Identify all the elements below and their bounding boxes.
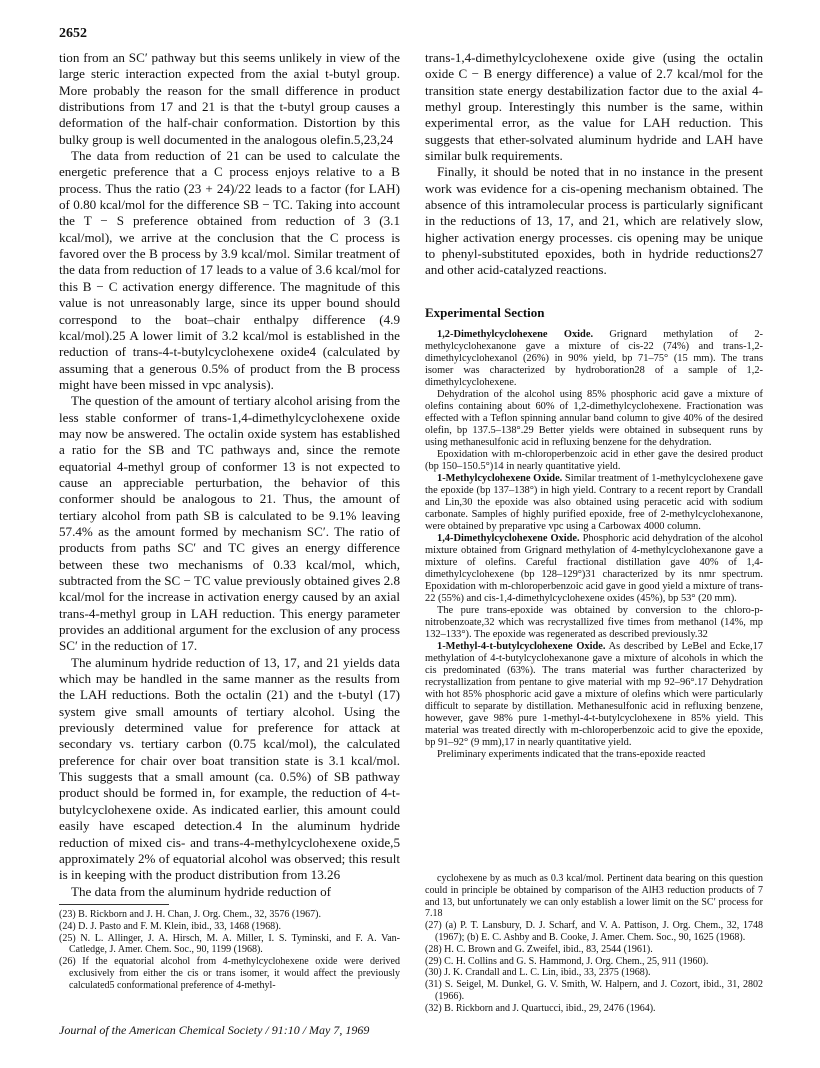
left-paragraph-5: The data from the aluminum hydride reduction of — [71, 883, 331, 899]
footnote-23: (23) B. Rickborn and J. H. Chan, J. Org. Chem., 32, 3576 (1967). — [59, 909, 322, 920]
left-body — [59, 50, 400, 900]
exp-text: Epoxidation with m-chloroperbenzoic acid in ether gave the desired product (bp 150–150.5°)14 in nearly quantitative yield. — [425, 448, 763, 472]
exp-paragraph — [425, 533, 763, 605]
exp-text: Grignard methylation of 2-methylcyclohexanone gave a mixture of cis-22 (74%) and trans-1,2-dimethylcyclohexanol (26%) in 90% yield, bp 71–75° (15 mm). The trans isomer was characterized by hydroboration28 of a sample of 1,2-dimethylcyclohexene. — [425, 328, 763, 388]
footnote-26-continued: cyclohexene by as much as 0.3 kcal/mol. Pertinent data bearing on this question could in principle be obtained by comparison of the AlH3 reduction products of 7 and 13, but unfortunately we can only establish a lower limit on the SC′ process for 7.18 — [425, 873, 763, 920]
journal-footer: Journal of the American Chemical Society / 91:10 / May 7, 1969 — [59, 1023, 370, 1037]
page-number: 2652 — [59, 26, 87, 41]
exp-paragraph — [425, 605, 763, 641]
exp-text: As described by LeBel and Ecke,17 methylation of 4-t-butylcyclohexanone gave a mixture of alcohols in which the cis predominated (63%). The trans material was further characterized by recrystallization from pentane to give material with mp 92–96°.17 Dehydration with hot 85% phosphoric acid gave a mixture of olefins which were particularly difficult to separate by distillation. Methanesulfonic acid in refluxing benzene, however, gave 98% pure 1-methyl-4-t-butylcyclohexene in 85% yield. This material was treated directly with m-chloroperbenzoic acid to give the epoxide, bp 91–92° (9 mm),17 in nearly quantitative yield. — [425, 640, 763, 748]
exp-paragraph — [425, 473, 763, 533]
right-paragraph-1: trans-1,4-dimethylcyclohexene oxide give (using the octalin oxide C − B energy difference) a value of 2.7 kcal/mol for the transition state energy destabilization factor due to the axial 4-methyl group. Interestingly this number is the same, within experimental error, as the value for LAH reduction. This suggests that ether-solvated aluminum hydride and LAH have similar bulk requirements. — [425, 50, 763, 164]
footnotes-right — [425, 862, 763, 1015]
footnote-30: (30) J. K. Crandall and L. C. Lin, ibid., 33, 2375 (1968). — [425, 967, 651, 979]
footnote-26: (26) If the equatorial alcohol from 4-methylcyclohexene oxide were derived exclusively from either the cis or trans isomer, it would affect the previously calculated5 conformational preference of 4-methyl- — [59, 956, 400, 991]
left-column — [59, 50, 400, 900]
left-paragraph-4: The aluminum hydride reduction of 13, 17, and 21 yields data which may be handled in the same manner as the results from the LAH reductions. Both the octalin (21) and the t-butyl (17) system give small amounts of tertiary alcohol. Using the previously determined value for preference for attack at secondary vs. tertiary carbon (0.75 kcal/mol), the calculated preference for chair over boat transition state is 3.1 kcal/mol. This suggests that a small amount (ca. 0.5%) of SB pathway product should be formed in, for example, the reduction of 4-t-butylcyclohexene oxide. As indicated earlier, this amount could easily have escaped detection.4 In the aluminum hydride reduction of mixed cis- and trans-4-methylcyclohexene oxide,5 approximately 2% of equatorial alcohol was observed; this result is in keeping with the product distribution from 13.26 — [59, 654, 400, 883]
exp-text: Similar treatment of 1-methylcyclohexene gave the epoxide (bp 137–138°) in high yield. Contrary to a recent report by Crandall and Lin,30 the epoxide was also obtained using peracetic acid with sodium carbonate. Samples of highly purified epoxide, free of 2-methylcyclohexanone, were obtained by preparative vpc using a Carbowax 4000 column. — [425, 472, 763, 532]
exp-paragraph — [425, 749, 763, 761]
right-column — [425, 50, 763, 761]
exp-text: Preliminary experiments indicated that the trans-epoxide reacted — [437, 748, 706, 760]
exp-paragraph — [425, 329, 763, 389]
footnotes-left — [59, 898, 400, 992]
exp-paragraph — [425, 389, 763, 449]
footnote-27: (27) (a) P. T. Lansbury, D. J. Scharf, and V. A. Pattison, J. Org. Chem., 32, 1748 (1967); (b) E. C. Ashby and B. Cooke, J. Amer. Chem. Soc., 90, 1625 (1968). — [425, 920, 763, 943]
exp-paragraph — [425, 641, 763, 749]
footnote-rule — [59, 904, 169, 905]
footnote-31: (31) S. Seigel, M. Dunkel, G. V. Smith, W. Halpern, and J. Cozort, ibid., 31, 2802 (1966). — [425, 979, 763, 1002]
section-heading: Experimental Section — [425, 304, 545, 320]
footnote-25: (25) N. L. Allinger, J. A. Hirsch, M. A. Miller, I. S. Tyminski, and F. A. Van-Catledge, J. Amer. Chem. Soc., 90, 1199 (1968). — [59, 932, 400, 956]
footnote-32: (32) B. Rickborn and J. Quartucci, ibid., 29, 2476 (1964). — [425, 1002, 656, 1014]
exp-subhead: 1-Methyl-4-t-butylcyclohexene Oxide. — [437, 640, 606, 652]
right-body — [425, 50, 763, 279]
footnote-24: (24) D. J. Pasto and F. M. Klein, ibid., 33, 1468 (1968). — [59, 920, 281, 932]
exp-text: Phosphoric acid dehydration of the alcohol mixture obtained from Grignard methylation of 4-methylcyclohexanone gave a mixture of olefins. Careful fractional distillation gave 40% of 1,4-dimethylcyclohexene (bp 128–129°)31 characterized by its nmr spectrum. Epoxidation with m-chloroperbenzoic acid gave in good yield a mixture of trans-22 (55%) and cis-1,4-dimethylcyclohexene oxides (45%), bp 53° (20 mm). — [425, 532, 763, 604]
exp-subhead: 1,4-Dimethylcyclohexene Oxide. — [437, 532, 580, 544]
left-paragraph-1: tion from an SC′ pathway but this seems unlikely in view of the large steric interaction expected from the axial t-butyl group. More probably the reason for the small difference in product distributions from 17 and 21 is that the t-butyl group causes a deformation of the half-chair conformation. Distortion by this bulky group is well documented in the analogous olefin.5,23,24 — [59, 50, 400, 147]
left-paragraph-3: The question of the amount of tertiary alcohol arising from the less stable conformer of trans-1,4-dimethylcyclohexene oxide may now be answered. The octalin oxide system has established a ratio for the SB and TC pathways and, since the remote equatorial 4-methyl group of conformer 13 is not expected to cause an appreciable perturbation, the behavior of this conformer should be analogous to 21. Thus, the amount of tertiary alcohol from path SB is calculated to be 9.1% leaving 57.4% as the amount formed by mechanism SC′. The ratio of products from paths SC′ and TC gives an energy difference between these two mechanisms of 0.33 kcal/mol, which, subtracted from the SC − TC value previously obtained gives 2.8 kcal/mol for the increase in activation energy caused by an axial trans-4-methyl group in LAH reduction. This energy parameter provides an additional argument for the exclusion of any process SC′ in the reduction of 17. — [59, 393, 400, 654]
footnote-28: (28) H. C. Brown and G. Zweifel, ibid., 83, 2544 (1961). — [425, 943, 653, 955]
experimental-section — [425, 329, 763, 761]
exp-text: The pure trans-epoxide was obtained by conversion to the chloro-p-nitrobenzoate,32 which was recrystallized five times from methanol (14%, mp 132–133°). The epoxide was regenerated as described previously.32 — [425, 604, 763, 640]
exp-text: Dehydration of the alcohol using 85% phosphoric acid gave a mixture of olefins containing about 60% of 1,2-dimethylcyclohexene. Fractionation was effected with a Teflon spinning annular band column to give 40% of the desired olefin, bp 137.5–138°.29 Better yields were obtained in subsequent runs by using methanesulfonic acid in refluxing benzene for the dehydration. — [425, 388, 763, 448]
footnote-29: (29) C. H. Collins and G. S. Hammond, J. Org. Chem., 25, 911 (1960). — [425, 955, 709, 967]
exp-subhead: 1-Methylcyclohexene Oxide. — [437, 472, 563, 484]
left-paragraph-2: The data from reduction of 21 can be used to calculate the energetic preference that a C process enjoys relative to a B process. Thus the ratio (23 + 24)/22 leads to a factor (for LAH) of 0.80 kcal/mol for the difference SB − TC. Taking into account the T − S preference obtained from reduction of 3 (3.1 kcal/mol), we arrive at the conclusion that the C process is favored over the B process by 3.9 kcal/mol. Similar treatment of the data from reduction of 17 leads to a value of 3.6 kcal/mol for this B − C activation energy difference. The magnitude of this value is not unreasonably large, since its upper bound should correspond to the boat–chair enthalpy difference (4.9 kcal/mol).25 A lower limit of 3.2 kcal/mol is established in the reduction of trans-4-t-butylcyclohexene oxide4 (calculated by assuming that a generous 0.5% of product from the B process might have been missed in vpc analysis). — [59, 148, 400, 392]
exp-subhead: 1,2-Dimethylcyclohexene Oxide. — [437, 328, 594, 340]
right-paragraph-2: Finally, it should be noted that in no instance in the present work was evidence for a cis-opening mechanism obtained. The absence of this intramolecular process is particularly significant in the reductions of 13, 17, and 21, which are relatively slow, higher activation energy processes. cis opening may be unique to phenyl-substituted epoxides, both in hydride reductions27 and other acid-catalyzed reactions. — [425, 164, 763, 278]
exp-paragraph — [425, 449, 763, 473]
